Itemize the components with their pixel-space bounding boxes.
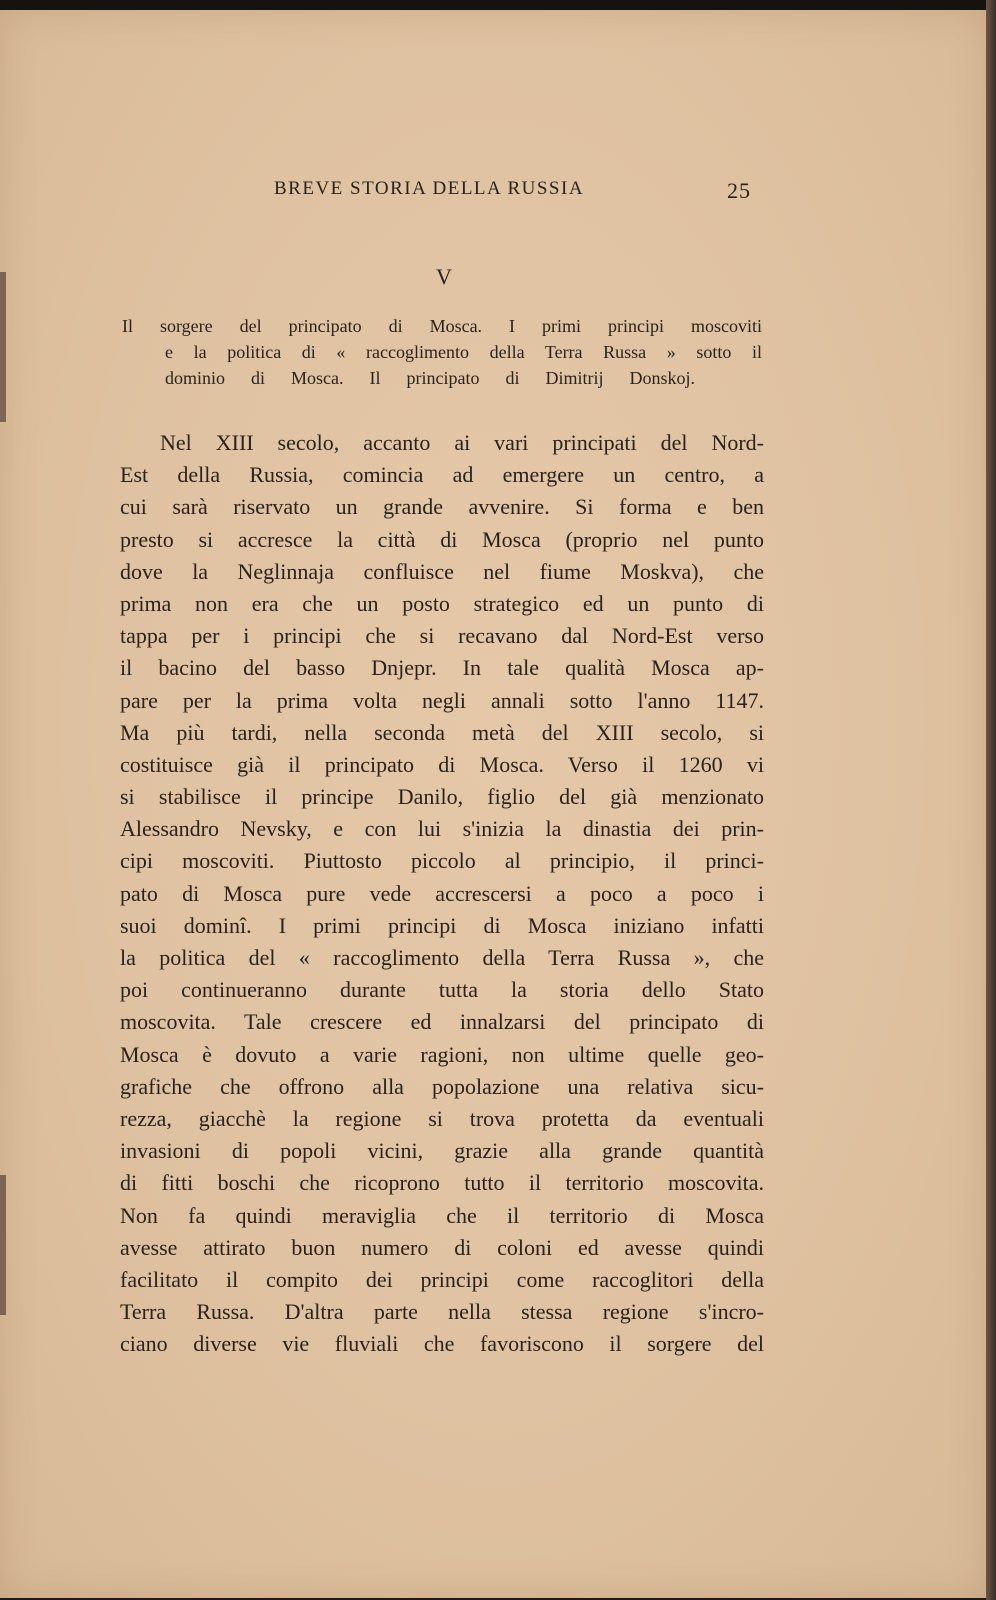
body-text (120, 427, 764, 1360)
margin-mark (0, 272, 6, 422)
text-line: avesse attirato buon numero di coloni ed avesse quindi (120, 1234, 764, 1260)
text-line: Est della Russia, comincia ad emergere un centro, a (120, 462, 764, 488)
text-line: di fitti boschi che ricoprono tutto il territorio moscovita. (120, 1170, 764, 1196)
text-line: suoi dominî. I primi principi di Mosca iniziano infatti (120, 912, 764, 938)
text-line: si stabilisce il principe Danilo, figlio del già menzionato (120, 784, 764, 810)
text-line: pato di Mosca pure vede accrescersi a poco a poco i (120, 880, 764, 906)
text-line: prima non era che un posto strategico ed un punto di (120, 590, 764, 616)
text-line: moscovita. Tale crescere ed innalzarsi del principato di (120, 1009, 764, 1035)
text-line: tappa per i principi che si recavano dal Nord-Est verso (120, 623, 764, 649)
summary-line: e la politica di « raccoglimento della Terra Russa » sotto il (165, 342, 762, 362)
text-line: presto si accresce la città di Mosca (proprio nel punto (120, 526, 764, 552)
text-line: grafiche che offrono alla popolazione una relativa sicu- (120, 1073, 764, 1099)
margin-mark (0, 1175, 6, 1315)
text-line: la politica del « raccoglimento della Terra Russa », che (120, 945, 764, 970)
text-line: Nel XIII secolo, accanto ai vari principati del Nord- (160, 430, 764, 455)
text-line: ciano diverse vie fluviali che favoriscono il sorgere del (120, 1331, 764, 1357)
text-line: pare per la prima volta negli annali sotto l'anno 1147. (120, 687, 764, 713)
scan-top-edge (0, 0, 996, 10)
text-line: Ma più tardi, nella seconda metà del XIII secolo, si (120, 719, 764, 745)
summary-line: Il sorgere del principato di Mosca. I primi principi moscoviti (122, 316, 762, 336)
text-line: cui sarà riservato un grande avvenire. Si forma e ben (120, 494, 764, 520)
text-line: poi continueranno durante tutta la storia dello Stato (120, 977, 764, 1003)
text-line: Non fa quindi meraviglia che il territorio di Mosca (120, 1202, 764, 1228)
chapter-number: V (436, 264, 452, 289)
text-line: facilitato il compito dei principi come raccoglitori della (120, 1266, 764, 1292)
text-line: rezza, giacchè la regione si trova protetta da eventuali (120, 1105, 764, 1131)
text-line: dove la Neglinnaja confluisce nel fiume Moskva), che (120, 558, 764, 584)
chapter-summary (122, 313, 762, 391)
summary-line: dominio di Mosca. Il principato di Dimitrij Donskoj. (165, 368, 695, 388)
scan-right-edge (986, 0, 996, 1600)
text-line: il bacino del basso Dnjepr. In tale qualità Mosca ap- (120, 655, 764, 681)
text-line: costituisce già il principato di Mosca. Verso il 1260 vi (120, 751, 764, 777)
page-number: 25 (727, 178, 751, 203)
book-page (0, 10, 988, 1598)
running-head: BREVE STORIA DELLA RUSSIA (274, 178, 585, 199)
text-line: invasioni di popoli vicini, grazie alla grande quantità (120, 1138, 764, 1164)
text-line: Mosca è dovuto a varie ragioni, non ultime quelle geo- (120, 1041, 764, 1067)
text-line: cipi moscoviti. Piuttosto piccolo al principio, il princi- (120, 848, 764, 874)
text-line: Alessandro Nevsky, e con lui s'inizia la dinastia dei prin- (120, 816, 764, 842)
text-line: Terra Russa. D'altra parte nella stessa regione s'incro- (120, 1299, 764, 1325)
